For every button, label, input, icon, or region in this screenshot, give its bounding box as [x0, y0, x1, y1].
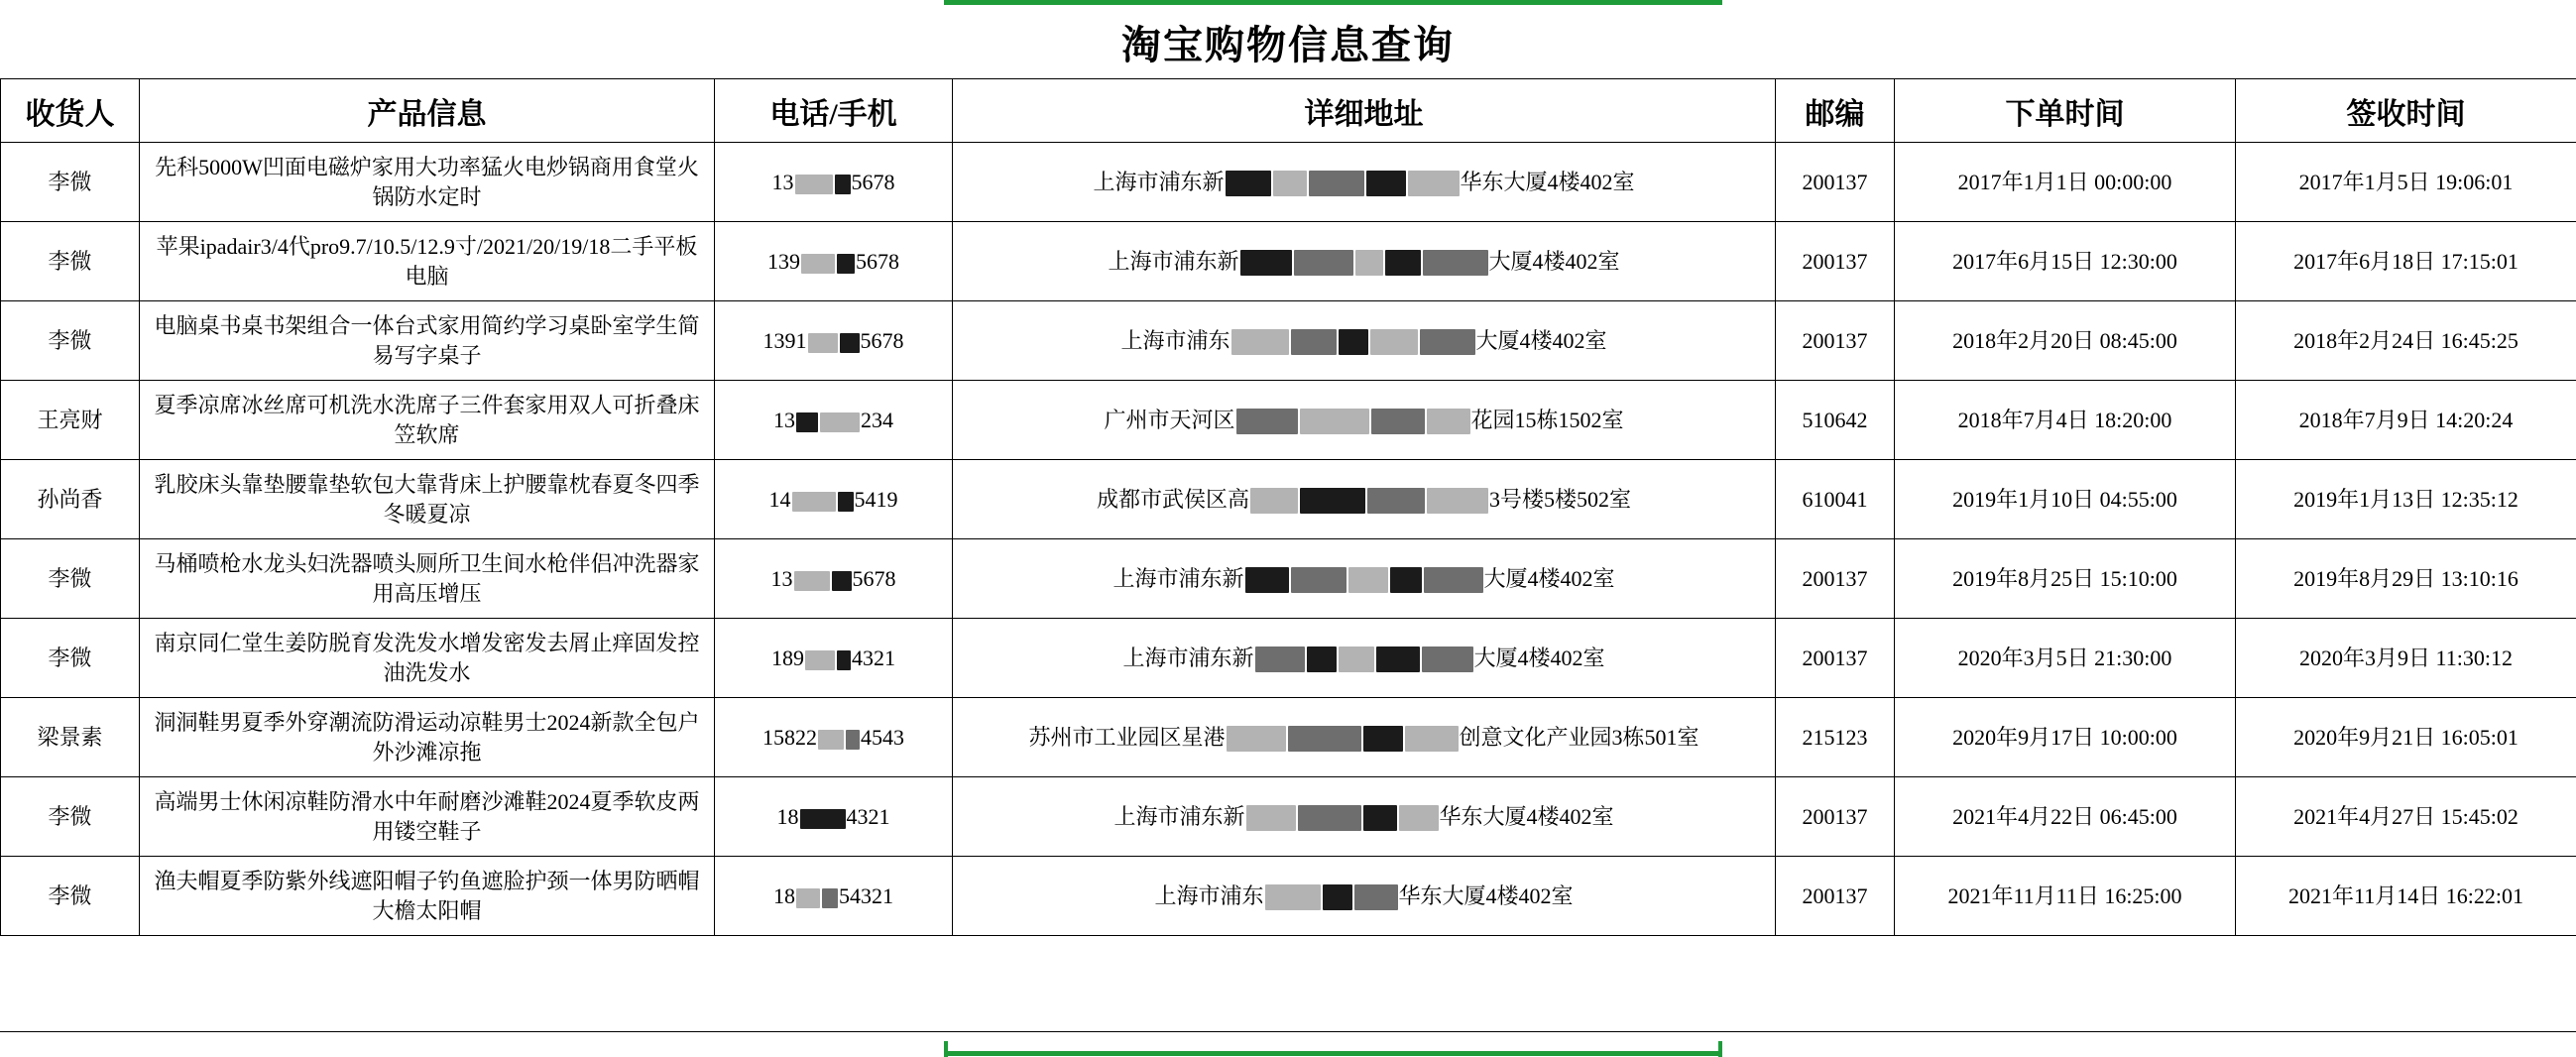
address-prefix: 广州市天河区 [1104, 407, 1235, 432]
redaction-block [808, 333, 838, 353]
cell-recipient[interactable]: 王亮财 [1, 381, 140, 460]
address-suffix: 大厦4楼402室 [1488, 248, 1620, 274]
redaction-block [1255, 646, 1305, 672]
cell-order-time[interactable]: 2019年8月25日 15:10:00 [1895, 539, 2236, 619]
cell-zipcode[interactable]: 200137 [1776, 539, 1895, 619]
cell-order-time[interactable]: 2021年11月11日 16:25:00 [1895, 857, 2236, 936]
cell-product[interactable]: 渔夫帽夏季防紫外线遮阳帽子钓鱼遮脸护颈一体男防晒帽大檐太阳帽 [140, 857, 715, 936]
redaction-block [1245, 567, 1289, 593]
cell-order-time[interactable]: 2020年3月5日 21:30:00 [1895, 619, 2236, 698]
address-suffix: 花园15栋1502室 [1470, 407, 1624, 432]
phone-prefix: 15822 [762, 724, 817, 750]
cell-phone[interactable] [715, 698, 953, 777]
phone-prefix: 18 [776, 803, 799, 829]
cell-order-time[interactable]: 2019年1月10日 04:55:00 [1895, 460, 2236, 539]
redaction-block [1370, 329, 1418, 355]
address-suffix: 华东大厦4楼402室 [1460, 169, 1635, 194]
cell-recipient[interactable]: 梁景素 [1, 698, 140, 777]
page-title: 淘宝购物信息查询 [1121, 22, 1455, 67]
cell-sign-time[interactable]: 2020年3月9日 11:30:12 [2236, 619, 2576, 698]
redaction-block [796, 412, 818, 432]
address-suffix: 华东大厦4楼402室 [1439, 803, 1614, 829]
cell-recipient[interactable]: 李微 [1, 777, 140, 857]
phone-prefix: 13 [773, 407, 795, 432]
address-prefix: 上海市浦东新 [1122, 645, 1254, 670]
cell-order-time[interactable]: 2017年6月15日 12:30:00 [1895, 222, 2236, 301]
cell-product[interactable]: 苹果ipadair3/4代pro9.7/10.5/12.9寸/2021/20/19/18二手平板电脑 [140, 222, 715, 301]
cell-phone[interactable] [715, 143, 953, 222]
cell-zipcode[interactable]: 200137 [1776, 857, 1895, 936]
phone-prefix: 13 [770, 565, 793, 591]
redaction-block [835, 175, 851, 194]
redaction-block [1385, 250, 1421, 276]
cell-zipcode[interactable]: 510642 [1776, 381, 1895, 460]
cell-phone[interactable] [715, 539, 953, 619]
cell-sign-time[interactable]: 2020年9月21日 16:05:01 [2236, 698, 2576, 777]
phone-prefix: 14 [768, 486, 791, 512]
cell-order-time[interactable]: 2017年1月1日 00:00:00 [1895, 143, 2236, 222]
redaction-block [801, 254, 835, 274]
table-row[interactable] [1, 460, 2576, 539]
cell-recipient[interactable]: 李微 [1, 301, 140, 381]
table-row[interactable] [1, 619, 2576, 698]
column-header-address[interactable]: 详细地址 [953, 79, 1776, 143]
redaction-block [1323, 884, 1352, 910]
phone-suffix: 5678 [860, 327, 904, 353]
cell-zipcode[interactable]: 200137 [1776, 222, 1895, 301]
selection-right-border [1718, 1041, 1722, 1057]
address-suffix: 华东大厦4楼402室 [1398, 882, 1574, 908]
cell-product[interactable]: 高端男士休闲凉鞋防滑水中年耐磨沙滩鞋2024夏季软皮两用镂空鞋子 [140, 777, 715, 857]
cell-zipcode[interactable]: 610041 [1776, 460, 1895, 539]
redaction-block [1408, 171, 1460, 196]
redaction-block [1348, 567, 1388, 593]
cell-address[interactable] [953, 857, 1776, 936]
cell-product[interactable]: 马桶喷枪水龙头妇洗器喷头厕所卫生间水枪伴侣冲洗器家用高压增压 [140, 539, 715, 619]
redaction-block [1355, 250, 1383, 276]
phone-suffix: 5678 [851, 169, 895, 194]
phone-suffix: 4321 [846, 803, 890, 829]
redaction-block [846, 730, 860, 750]
redaction-block [822, 888, 838, 908]
redaction-block [1291, 567, 1347, 593]
cell-product[interactable]: 乳胶床头靠垫腰靠垫软包大靠背床上护腰靠枕春夏冬四季冬暖夏凉 [140, 460, 715, 539]
address-prefix: 上海市浦东 [1154, 882, 1264, 908]
cell-order-time[interactable]: 2021年4月22日 06:45:00 [1895, 777, 2236, 857]
phone-prefix: 139 [767, 248, 800, 274]
table-row[interactable] [1, 143, 2576, 222]
orders-table [0, 78, 2576, 936]
phone-suffix: 234 [861, 407, 893, 432]
redaction-block [1294, 250, 1353, 276]
redaction-block [837, 650, 851, 670]
redaction-block [1367, 488, 1425, 514]
cell-sign-time[interactable]: 2019年8月29日 13:10:16 [2236, 539, 2576, 619]
address-prefix: 上海市浦东新 [1093, 169, 1225, 194]
selection-bottom-border [944, 1051, 1722, 1056]
cell-sign-time[interactable]: 2021年11月14日 16:22:01 [2236, 857, 2576, 936]
cell-address[interactable] [953, 301, 1776, 381]
cell-product[interactable]: 先科5000W凹面电磁炉家用大功率猛火电炒锅商用食堂火锅防水定时 [140, 143, 715, 222]
redaction-block [1226, 171, 1271, 196]
cell-sign-time[interactable]: 2021年4月27日 15:45:02 [2236, 777, 2576, 857]
cell-sign-time[interactable]: 2018年2月24日 16:45:25 [2236, 301, 2576, 381]
cell-phone[interactable] [715, 777, 953, 857]
cell-product[interactable]: 夏季凉席冰丝席可机洗水洗席子三件套家用双人可折叠床笠软席 [140, 381, 715, 460]
redaction-block [1339, 646, 1374, 672]
redaction-block [1354, 884, 1398, 910]
redaction-block [1405, 726, 1459, 752]
redaction-block [832, 571, 852, 591]
redaction-block [1420, 329, 1475, 355]
cell-address[interactable] [953, 222, 1776, 301]
cell-phone[interactable] [715, 222, 953, 301]
cell-product[interactable]: 洞洞鞋男夏季外穿潮流防滑运动凉鞋男士2024新款全包户外沙滩凉拖 [140, 698, 715, 777]
redaction-block [1427, 488, 1488, 514]
cell-order-time[interactable]: 2018年2月20日 08:45:00 [1895, 301, 2236, 381]
phone-suffix: 5678 [852, 565, 896, 591]
cell-phone[interactable] [715, 381, 953, 460]
cell-recipient[interactable]: 李微 [1, 539, 140, 619]
cell-sign-time[interactable]: 2019年1月13日 12:35:12 [2236, 460, 2576, 539]
phone-suffix: 5419 [854, 486, 898, 512]
address-prefix: 成都市武侯区高 [1096, 486, 1249, 512]
redaction-block [1288, 726, 1361, 752]
redaction-block [1309, 171, 1364, 196]
redaction-block [1291, 329, 1337, 355]
redaction-block [1399, 805, 1439, 831]
redaction-block [1424, 567, 1483, 593]
table-row[interactable] [1, 301, 2576, 381]
cell-phone[interactable] [715, 460, 953, 539]
redaction-block [796, 888, 820, 908]
table-row[interactable] [1, 698, 2576, 777]
table-header-row [1, 79, 2576, 143]
phone-suffix: 5678 [856, 248, 899, 274]
redaction-block [1390, 567, 1422, 593]
redaction-block [1265, 884, 1321, 910]
phone-suffix: 54321 [839, 882, 893, 908]
table-row[interactable] [1, 857, 2576, 936]
cell-product[interactable]: 南京同仁堂生姜防脱育发洗发水增发密发去屑止痒固发控油洗发水 [140, 619, 715, 698]
redaction-block [1300, 409, 1369, 434]
table-row[interactable] [1, 539, 2576, 619]
cell-zipcode[interactable]: 200137 [1776, 301, 1895, 381]
phone-prefix: 1391 [762, 327, 807, 353]
column-header-order-time[interactable]: 下单时间 [1895, 79, 2236, 143]
cell-zipcode[interactable]: 200137 [1776, 143, 1895, 222]
redaction-block [840, 333, 860, 353]
redaction-block [1339, 329, 1368, 355]
redaction-block [820, 412, 860, 432]
cell-address[interactable] [953, 381, 1776, 460]
cell-recipient[interactable]: 李微 [1, 619, 140, 698]
redaction-block [1250, 488, 1298, 514]
redaction-block [1300, 488, 1365, 514]
redaction-block [792, 492, 836, 512]
column-header-phone[interactable]: 电话/手机 [715, 79, 953, 143]
cell-recipient[interactable]: 李微 [1, 222, 140, 301]
redaction-block [1427, 409, 1470, 434]
redaction-block [838, 492, 854, 512]
redaction-block [1423, 250, 1488, 276]
cell-phone[interactable] [715, 857, 953, 936]
cell-address[interactable] [953, 143, 1776, 222]
table-row[interactable] [1, 222, 2576, 301]
column-header-product[interactable]: 产品信息 [140, 79, 715, 143]
cell-address[interactable] [953, 460, 1776, 539]
redaction-block [795, 175, 833, 194]
address-prefix: 上海市浦东 [1120, 327, 1230, 353]
phone-prefix: 13 [771, 169, 794, 194]
cell-product[interactable]: 电脑桌书桌书架组合一体台式家用简约学习桌卧室学生简易写字桌子 [140, 301, 715, 381]
phone-prefix: 18 [773, 882, 795, 908]
redaction-block [1236, 409, 1298, 434]
redaction-block [1273, 171, 1307, 196]
cell-sign-time[interactable]: 2017年6月18日 17:15:01 [2236, 222, 2576, 301]
redaction-block [1363, 726, 1403, 752]
address-suffix: 大厦4楼402室 [1473, 645, 1605, 670]
cell-sign-time[interactable]: 2017年1月5日 19:06:01 [2236, 143, 2576, 222]
cell-phone[interactable] [715, 301, 953, 381]
cell-recipient[interactable]: 李微 [1, 857, 140, 936]
cell-address[interactable] [953, 539, 1776, 619]
column-header-sign-time[interactable]: 签收时间 [2236, 79, 2576, 143]
selection-left-border [944, 1041, 948, 1057]
redaction-block [837, 254, 855, 274]
table-row[interactable] [1, 381, 2576, 460]
phone-prefix: 189 [771, 645, 804, 670]
redaction-block [1307, 646, 1337, 672]
redaction-block [1422, 646, 1473, 672]
cell-recipient[interactable]: 李微 [1, 143, 140, 222]
title-row [0, 5, 2576, 78]
redaction-block [1227, 726, 1286, 752]
redaction-block [1371, 409, 1425, 434]
cell-address[interactable] [953, 777, 1776, 857]
redaction-block [1376, 646, 1420, 672]
cell-recipient[interactable]: 孙尚香 [1, 460, 140, 539]
cell-zipcode[interactable]: 200137 [1776, 777, 1895, 857]
redaction-block [1240, 250, 1292, 276]
redaction-block [1246, 805, 1296, 831]
cell-order-time[interactable]: 2018年7月4日 18:20:00 [1895, 381, 2236, 460]
column-header-recipient[interactable]: 收货人 [1, 79, 140, 143]
redaction-block [1363, 805, 1397, 831]
cell-zipcode[interactable]: 215123 [1776, 698, 1895, 777]
redaction-block [1298, 805, 1361, 831]
table-body [1, 143, 2576, 936]
cell-zipcode[interactable]: 200137 [1776, 619, 1895, 698]
redaction-block [794, 571, 830, 591]
address-suffix: 3号楼5楼502室 [1489, 486, 1632, 512]
redaction-block [818, 730, 844, 750]
redaction-block [805, 650, 835, 670]
cell-address[interactable] [953, 698, 1776, 777]
column-header-zipcode[interactable]: 邮编 [1776, 79, 1895, 143]
phone-suffix: 4543 [861, 724, 904, 750]
address-prefix: 上海市浦东新 [1108, 248, 1239, 274]
address-prefix: 苏州市工业园区星港 [1028, 724, 1226, 750]
cell-phone[interactable] [715, 619, 953, 698]
address-suffix: 大厦4楼402室 [1475, 327, 1607, 353]
cell-address[interactable] [953, 619, 1776, 698]
address-suffix: 大厦4楼402室 [1483, 565, 1615, 591]
cell-order-time[interactable]: 2020年9月17日 10:00:00 [1895, 698, 2236, 777]
redaction-block [1231, 329, 1289, 355]
cell-sign-time[interactable]: 2018年7月9日 14:20:24 [2236, 381, 2576, 460]
table-row[interactable] [1, 777, 2576, 857]
address-prefix: 上海市浦东新 [1112, 565, 1244, 591]
address-suffix: 创意文化产业园3栋501室 [1459, 724, 1699, 750]
address-prefix: 上海市浦东新 [1113, 803, 1245, 829]
redaction-block [1366, 171, 1406, 196]
redaction-block [800, 809, 846, 829]
phone-suffix: 4321 [852, 645, 895, 670]
